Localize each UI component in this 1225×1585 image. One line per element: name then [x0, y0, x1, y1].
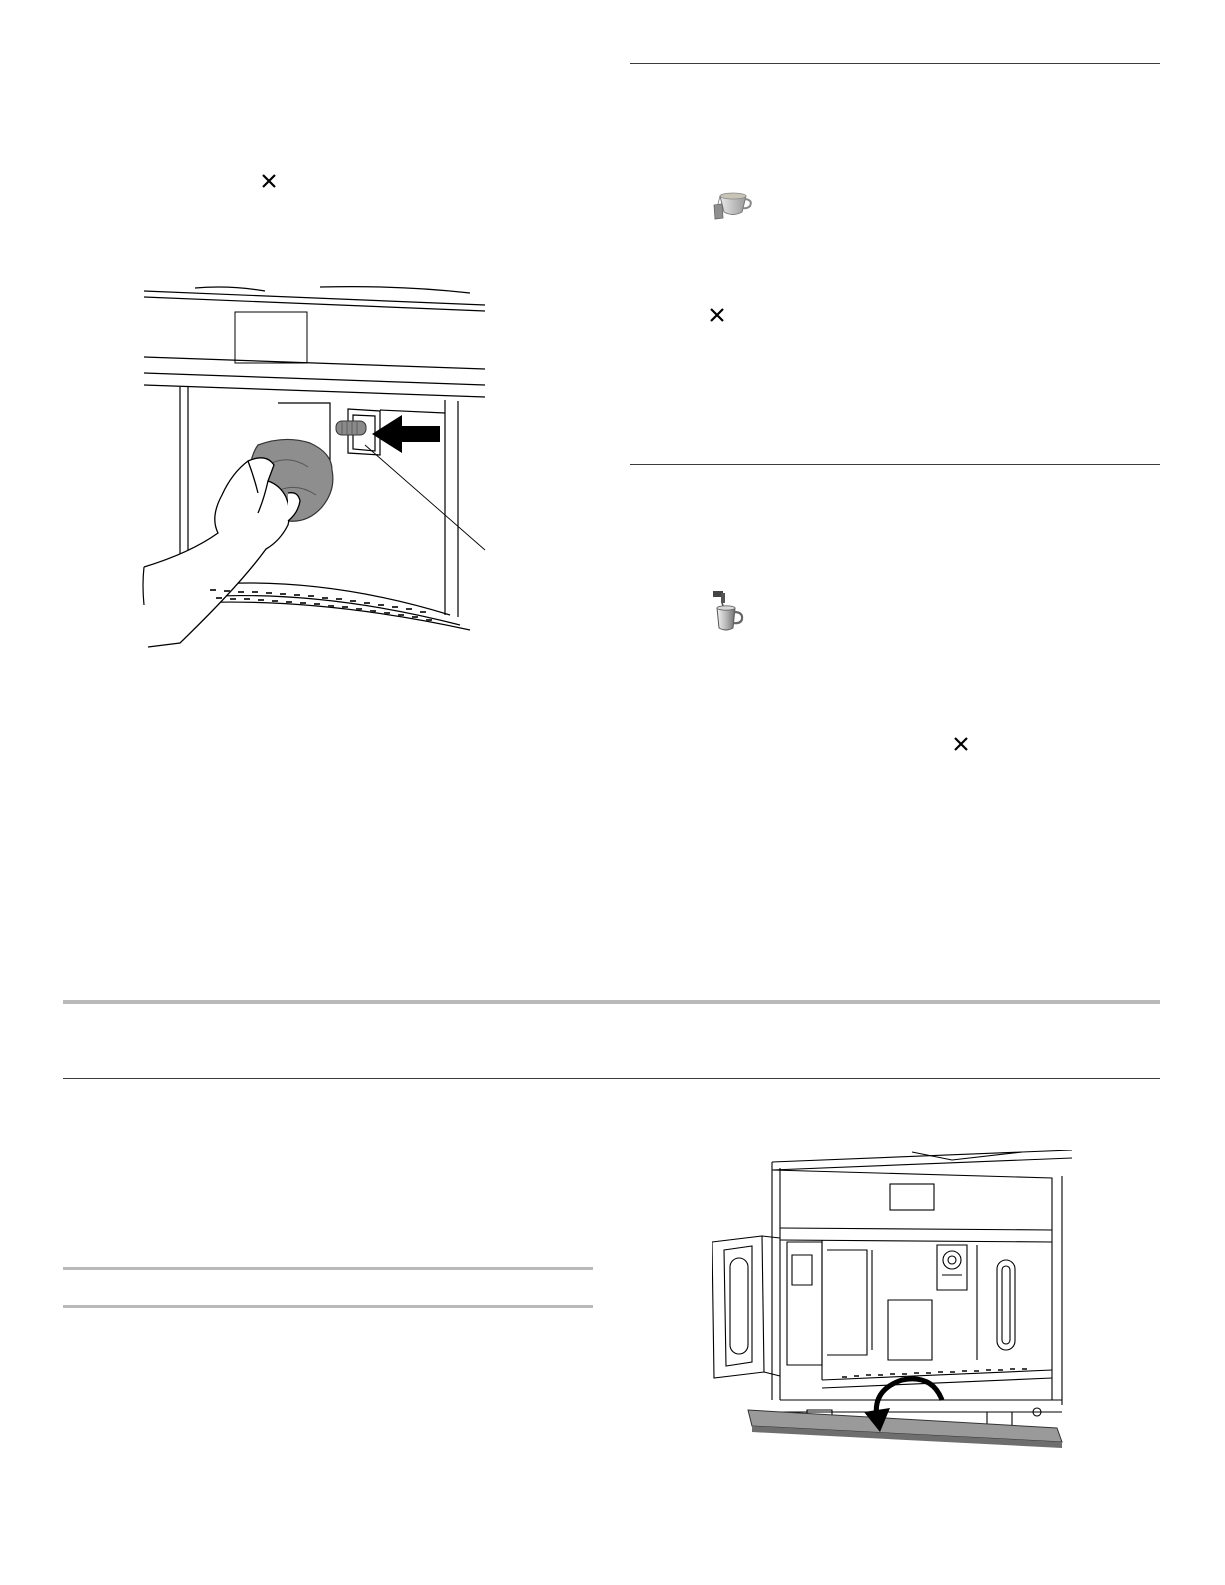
table-rule-top [63, 1267, 593, 1270]
table-rule-bottom [63, 1305, 593, 1308]
machine-open-door-drip-tray-illustration [712, 1150, 1097, 1450]
section-divider-full [63, 1078, 1160, 1079]
tea-cup-icon [712, 190, 756, 224]
close-icon[interactable] [261, 173, 277, 189]
section-divider-top-right [630, 63, 1160, 64]
close-icon[interactable] [709, 307, 725, 323]
close-icon[interactable] [953, 736, 969, 752]
section-divider-full-gray [63, 1000, 1160, 1004]
hand-wiping-steam-nozzle-illustration [140, 285, 490, 650]
section-divider-middle-right [630, 464, 1160, 465]
milk-frother-icon [712, 590, 756, 634]
